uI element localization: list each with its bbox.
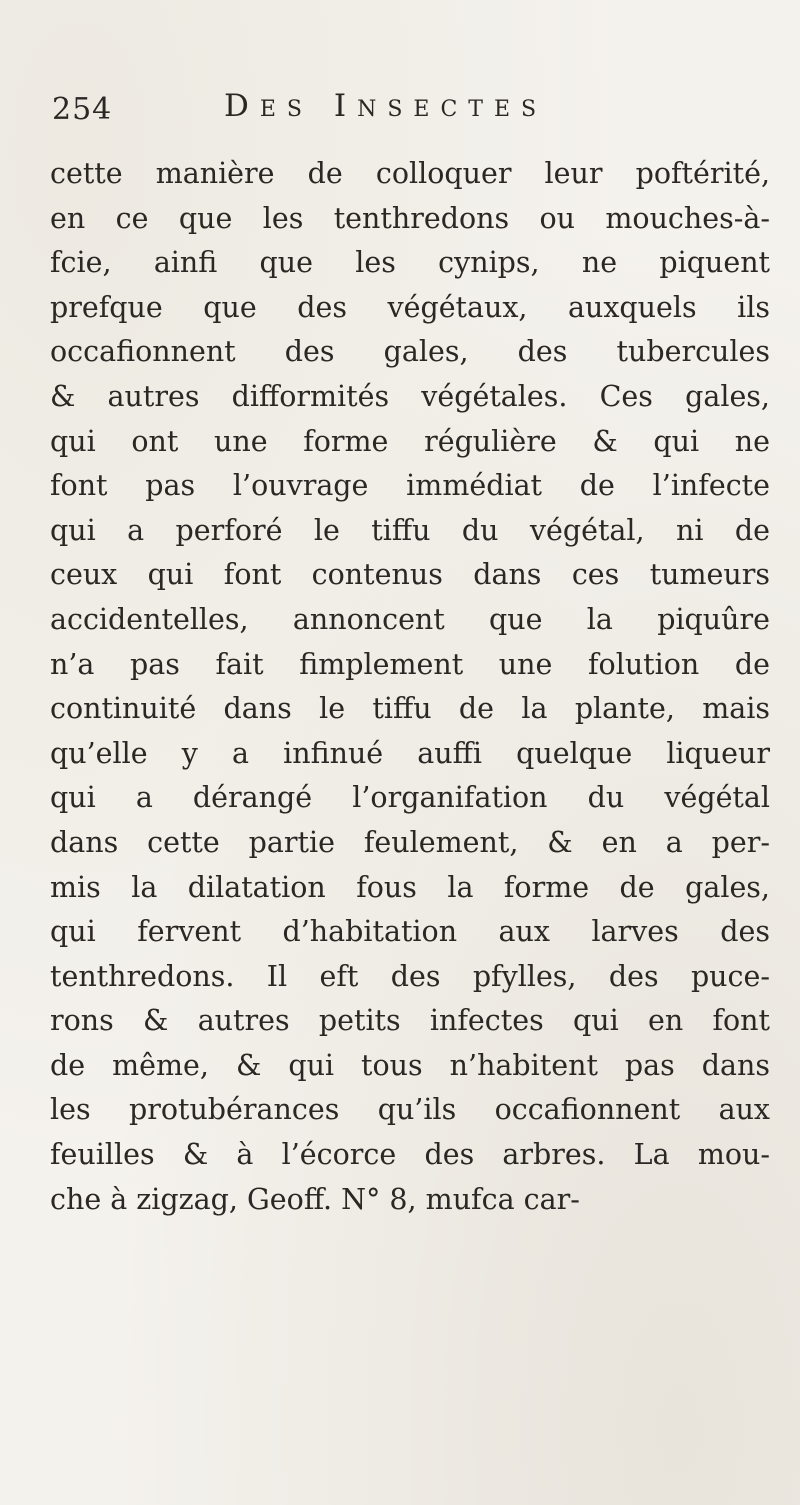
text-line: dans cette partie feulement, & en a per- (50, 825, 770, 859)
text-line: che à zigzag, Geoff. N° 8, mufca car- (50, 1182, 580, 1216)
running-title: Des Insectes (224, 88, 548, 124)
page-header (52, 88, 772, 132)
text-line: tenthredons. Il eft des pfylles, des puce- (50, 959, 770, 993)
text-line: & autres difformités végétales. Ces gales, (50, 379, 770, 413)
text-line: qui ont une forme régulière & qui ne (50, 424, 770, 458)
text-line: continuité dans le tiffu de la plante, mais (50, 692, 770, 726)
text-line: font pas l’ouvrage immédiat de l’infecte (50, 469, 770, 503)
text-line: les protubérances qu’ils occafionnent aux (50, 1093, 770, 1127)
text-line: qui fervent d’habitation aux larves des (50, 915, 770, 949)
text-line: en ce que les tenthredons ou mouches-à- (50, 201, 770, 235)
text-line: occafionnent des gales, des tubercules (50, 335, 770, 369)
text-line: qu’elle y a infinué auffi quelque liqueur (50, 736, 770, 770)
text-line: accidentelles, annoncent que la piquûre (50, 602, 770, 636)
page-number: 254 (52, 92, 113, 127)
body-text (50, 152, 770, 1222)
text-line: n’a pas fait fimplement une folution de (50, 647, 770, 681)
text-line: feuilles & à l’écorce des arbres. La mou- (50, 1138, 770, 1172)
text-line: prefque que des végétaux, auxquels ils (50, 290, 770, 324)
text-line: cette manière de colloquer leur poftérité, (50, 157, 770, 190)
text-line: fcie, ainfi que les cynips, ne piquent (50, 246, 770, 280)
text-line: de même, & qui tous n’habitent pas dans (50, 1048, 770, 1082)
text-line: ceux qui font contenus dans ces tumeurs (50, 558, 770, 592)
text-line: rons & autres petits infectes qui en font (50, 1004, 770, 1038)
text-line: qui a perforé le tiffu du végétal, ni de (50, 513, 770, 547)
text-line: mis la dilatation fous la forme de gales, (50, 870, 770, 904)
text-line: qui a dérangé l’organifation du végétal (50, 781, 770, 815)
